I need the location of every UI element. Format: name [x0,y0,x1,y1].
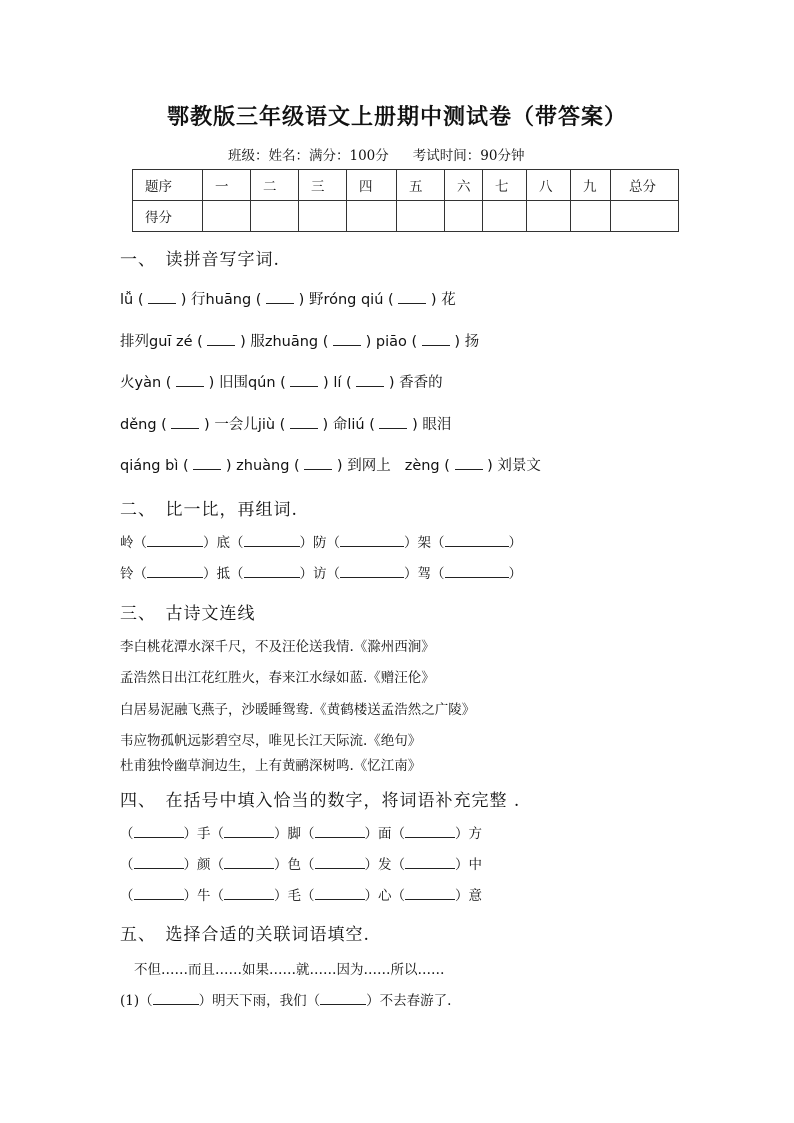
pinyin-text: zèng [404,458,440,474]
section-5-heading: 五、 选择合适的关联词语填空. [120,925,370,945]
char-text: 意 [468,888,482,904]
pinyin-row-1: lǚ ( ) 行huāng ( ) 野róng qiú ( ) 花 [120,292,456,308]
char-text: 岭 [120,535,134,551]
char-text: 心 [378,888,392,904]
question-1: (1)（ ）明天下雨，我们（ ）不去春游了. [120,993,452,1009]
answer-blank[interactable] [207,333,235,346]
score-input-cell[interactable] [397,201,445,232]
answer-blank[interactable] [244,534,300,547]
answer-blank[interactable] [224,887,274,900]
answer-blank[interactable] [147,565,203,578]
char-text: 颜 [197,857,211,873]
question-number: (1) [120,993,140,1009]
answer-blank[interactable] [176,374,204,387]
answer-blank[interactable] [244,565,300,578]
word-text: 香香的 [399,375,443,391]
poem-line: 白居易泥融飞燕子，沙暖睡鸳鸯.《黄鹤楼送孟浩然之广陵》 [120,702,476,718]
score-cell: 一 [203,170,251,201]
word-text: 扬 [464,334,480,350]
answer-blank[interactable] [356,374,384,387]
char-text: 驾 [417,566,431,582]
number-idiom-row-2: （ ）颜（ ）色（ ）发（ ）中 [120,857,482,873]
exam-time: 考试时间：90分钟 [412,148,525,164]
score-table-header-row [133,170,679,201]
answer-blank[interactable] [304,457,332,470]
answer-blank[interactable] [315,887,365,900]
section-1-heading: 一、 读拼音写字词. [120,250,280,270]
answer-blank[interactable] [340,565,404,578]
pinyin-text: jiù [257,417,276,433]
score-cell: 三 [299,170,347,201]
word-text: 命 [332,417,348,433]
char-text: 牛 [197,888,211,904]
word-text: 眼泪 [422,417,452,433]
answer-blank[interactable] [148,291,176,304]
score-input-cell[interactable] [483,201,527,232]
score-cell: 六 [445,170,483,201]
answer-blank[interactable] [134,856,184,869]
word-text: 服 [250,334,265,350]
pinyin-text: piāo [375,334,407,350]
score-table-score-row [133,201,679,232]
pinyin-text: huāng [205,292,252,308]
pinyin-text: lǚ [120,292,134,308]
exam-info [228,144,524,164]
score-table [132,169,679,232]
pinyin-text: děng [120,417,157,433]
answer-blank[interactable] [134,825,184,838]
number-idiom-row-3: （ ）牛（ ）毛（ ）心（ ）意 [120,888,482,904]
score-cell: 四 [347,170,397,201]
score-cell: 七 [483,170,527,201]
score-input-cell[interactable] [251,201,299,232]
question-text: 不去春游了. [379,993,452,1009]
answer-blank[interactable] [445,565,509,578]
char-text: 底 [216,535,230,551]
pinyin-row-5: qiáng bì ( ) zhuàng ( ) 到网上 zèng ( ) 刘景文 [120,458,541,474]
pinyin-row-2: 排列guī zé ( ) 服zhuāng ( ) piāo ( ) 扬 [120,334,480,350]
score-cell: 得分 [133,201,203,232]
pinyin-text: qún [247,375,276,391]
answer-blank[interactable] [379,416,407,429]
answer-blank[interactable] [315,825,365,838]
answer-blank[interactable] [398,291,426,304]
pinyin-text: zhuàng [236,458,290,474]
answer-blank[interactable] [193,457,221,470]
answer-blank[interactable] [445,534,509,547]
pinyin-text: qiáng bì [120,458,179,474]
word-text: 排列 [120,334,149,350]
compare-row-1: 岭（ ）底（ ）防（ ）架（ ） [120,535,522,551]
word-text: 花 [441,292,456,308]
score-input-cell[interactable] [347,201,397,232]
score-cell: 题序 [133,170,203,201]
poem-line: 李白桃花潭水深千尺，不及汪伦送我情.《滁州西涧》 [120,639,435,655]
char-text: 色 [287,857,301,873]
score-input-cell[interactable] [571,201,611,232]
pinyin-text: róng qiú [323,292,384,308]
poem-line: 杜甫独怜幽草涧边生，上有黄鹂深树鸣.《忆江南》 [120,758,422,774]
section-3-heading: 三、 古诗文连线 [120,604,256,624]
score-cell: 二 [251,170,299,201]
char-text: 访 [313,566,327,582]
char-text: 铃 [120,566,134,582]
answer-blank[interactable] [455,457,483,470]
answer-blank[interactable] [405,856,455,869]
pinyin-row-4: děng ( ) 一会儿jiù ( ) 命liú ( ) 眼泪 [120,417,452,433]
char-text: 方 [468,826,482,842]
score-cell: 八 [527,170,571,201]
score-cell: 总分 [611,170,679,201]
word-text: 一会儿 [214,417,258,433]
class-name-score: 班级：姓名：满分：100分 [228,148,389,164]
pinyin-text: liú [347,417,365,433]
char-text: 发 [378,857,392,873]
char-text: 脚 [287,826,301,842]
pinyin-text: zhuāng [264,334,319,350]
conjunction-options: 不但……而且……如果……就……因为……所以…… [134,962,445,978]
char-text: 毛 [287,888,301,904]
compare-row-2: 铃（ ）抵（ ）访（ ）驾（ ） [120,566,522,582]
answer-blank[interactable] [147,534,203,547]
question-text: 明天下雨，我们 [212,993,307,1009]
score-input-cell[interactable] [527,201,571,232]
char-text: 防 [313,535,327,551]
answer-blank[interactable] [422,333,450,346]
answer-blank[interactable] [266,291,294,304]
answer-blank[interactable] [333,333,361,346]
score-input-cell[interactable] [445,201,483,232]
pinyin-text: guī zé [149,334,193,350]
answer-blank[interactable] [134,887,184,900]
word-text: 到网上 [347,458,391,474]
score-input-cell[interactable] [611,201,679,232]
score-input-cell[interactable] [299,201,347,232]
word-text: 火 [120,375,135,391]
answer-blank[interactable] [171,416,199,429]
poem-line: 韦应物孤帆远影碧空尽，唯见长江天际流.《绝句》 [120,733,422,749]
answer-blank[interactable] [224,856,274,869]
score-cell: 五 [397,170,445,201]
char-text: 面 [378,826,392,842]
answer-blank[interactable] [315,856,365,869]
char-text: 中 [468,857,482,873]
score-cell: 九 [571,170,611,201]
word-text: 野 [308,292,324,308]
score-input-cell[interactable] [203,201,251,232]
answer-blank[interactable] [405,825,455,838]
answer-blank[interactable] [340,534,404,547]
answer-blank[interactable] [290,416,318,429]
answer-blank[interactable] [405,887,455,900]
word-text: 旧围 [218,375,248,391]
char-text: 架 [417,535,431,551]
section-2-heading: 二、 比一比，再组词. [120,500,298,520]
answer-blank[interactable] [320,992,366,1005]
char-text: 抵 [216,566,230,582]
poem-line: 孟浩然日出江花红胜火，春来江水绿如蓝.《赠汪伦》 [120,670,435,686]
char-text: 手 [197,826,211,842]
pinyin-row-3: 火yàn ( ) 旧围qún ( ) lí ( ) 香香的 [120,375,443,391]
pinyin-text: lí [333,375,342,391]
answer-blank[interactable] [290,374,318,387]
section-4-heading: 四、 在括号中填入恰当的数字，将词语补充完整 . [120,791,521,811]
answer-blank[interactable] [153,992,199,1005]
answer-blank[interactable] [224,825,274,838]
page-title: 鄂教版三年级语文上册期中测试卷（带答案） [166,104,627,130]
word-text: 行 [191,292,206,308]
number-idiom-row-1: （ ）手（ ）脚（ ）面（ ）方 [120,826,482,842]
pinyin-text: yàn [134,375,162,391]
word-text: 刘景文 [497,458,541,474]
